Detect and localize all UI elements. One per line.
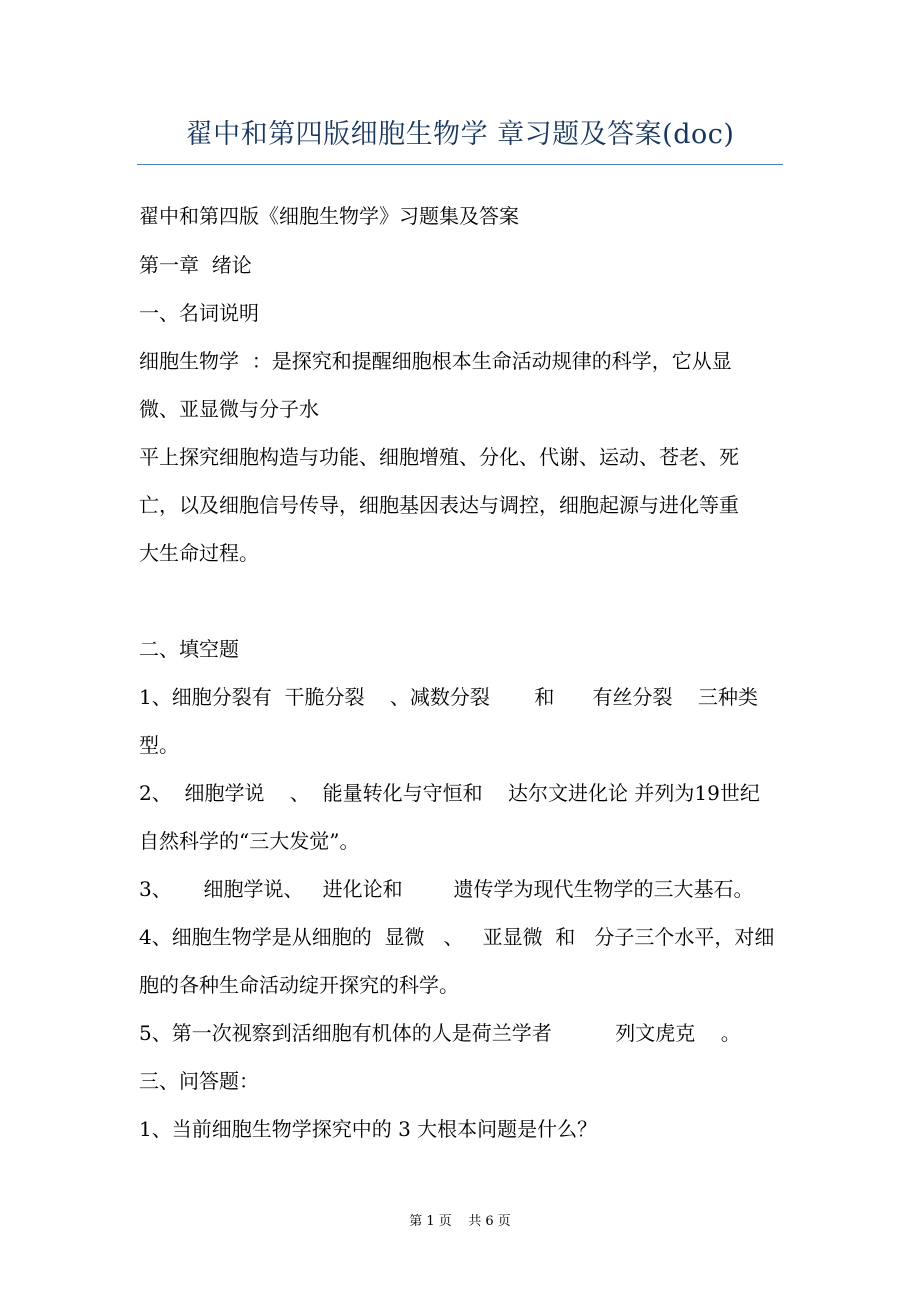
question-line: 3、 细胞学说、 进化论和 遗传学为现代生物学的三大基石。 xyxy=(139,877,754,901)
paragraph-line: 亡，以及细胞信号传导，细胞基因表达与调控，细胞起源与进化等重 xyxy=(139,493,739,517)
section-heading-definitions: 一、名词说明 xyxy=(139,301,259,325)
question-line: 胞的各种生命活动绽开探究的科学。 xyxy=(139,973,459,997)
document-title: 翟中和第四版细胞生物学 章习题及答案(doc) xyxy=(185,119,735,150)
paragraph-line: 大生命过程。 xyxy=(139,541,259,565)
question-line: 型。 xyxy=(139,733,179,757)
question-line: 2、 细胞学说 、 能量转化与守恒和 达尔文进化论 并列为19世纪 xyxy=(139,781,760,805)
section-heading-qa: 三、问答题： xyxy=(139,1069,259,1093)
paragraph-line: 细胞生物学 ：是探究和提醒细胞根本生命活动规律的科学，它从显 xyxy=(139,349,732,373)
paragraph-line: 平上探究细胞构造与功能、细胞增殖、分化、代谢、运动、苍老、死 xyxy=(139,445,739,469)
chapter-heading: 第一章 绪论 xyxy=(139,253,252,277)
question-line: 1、细胞分裂有 干脆分裂 、减数分裂 和 有丝分裂 三种类 xyxy=(139,685,758,709)
question-line: 自然科学的“三大发觉”。 xyxy=(139,829,360,853)
title-underline xyxy=(137,164,783,165)
question-line: 5、第一次视察到活细胞有机体的人是荷兰学者 列文虎克 。 xyxy=(139,1021,741,1045)
question-line: 1、当前细胞生物学探究中的 3 大根本问题是什么？ xyxy=(139,1117,598,1141)
page-footer: 第 1 页 共 6 页 xyxy=(409,1214,511,1229)
doc-subtitle: 翟中和第四版《细胞生物学》习题集及答案 xyxy=(139,204,519,228)
section-heading-fill-blank: 二、填空题 xyxy=(139,637,239,661)
question-line: 4、细胞生物学是从细胞的 显微 、 亚显微 和 分子三个水平，对细 xyxy=(139,925,775,949)
paragraph-line: 微、亚显微与分子水 xyxy=(139,397,319,421)
